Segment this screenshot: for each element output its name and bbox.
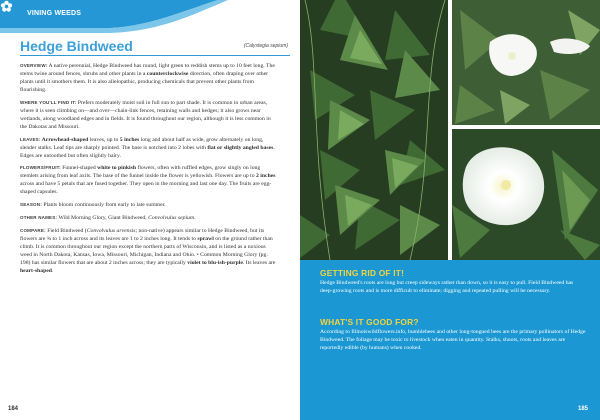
leaves-photo bbox=[300, 0, 448, 260]
page-title: Hedge Bindweed bbox=[20, 38, 133, 54]
section-header-band bbox=[0, 0, 300, 36]
leaves-paragraph: LEAVES: Arrowhead-shaped leaves, up to 5 inches long and about half as wide, grow alternately on long, slender stalks. Leaf tips are sharply pointed. The base is notched into 2 lobes with flat or slightly angled bases. Edges are untoothed but often slightly hairy. bbox=[20, 136, 275, 159]
overview-paragraph: OVERVIEW: A native perennial, Hedge Bindweed has round, light green to reddish stems up to 10 feet long. The stems twine around fences, shrubs and other plants in a counterclockwise direction, often draping over other plants until it smothers them. It is also allelopathic, producing chemicals that prevent other plants from flourishing. bbox=[20, 63, 275, 93]
other-names-paragraph: OTHER NAMES: Wild Morning Glory, Giant Bindweed, Convolvulus sepium. bbox=[20, 215, 196, 222]
page-number-left: 184 bbox=[8, 406, 19, 412]
section-label: VINING WEEDS bbox=[27, 10, 82, 17]
getting-rid-heading: GETTING RID OF IT! bbox=[320, 268, 405, 278]
where-found-paragraph: WHERE YOU'LL FIND IT: Prefers moderately moist soil in full sun to part shade. It is common in urban areas, where it is seen climbing on—and over—chain-link fences, retaining walls and hedges; it also grows near wetlands, along woodland edges and in fields. It is found throughout our region, although it is less common in the Dakotas and Missouri. bbox=[20, 99, 271, 130]
getting-rid-text: Hedge Bindweed's roots are long but creep sideways rather than down, so it is easy to pull. Field Bindweed has deep-growing roots and is more difficult to eliminate; digging and repeated pulling will be necessary. bbox=[320, 280, 574, 294]
flower-icon bbox=[0, 0, 13, 13]
flower-photo-bottom bbox=[452, 129, 600, 260]
bindweed-photo-collage bbox=[300, 0, 600, 260]
flowers-fruit-paragraph: FLOWERS/FRUIT: Funnel-shaped white to pinkish flowers, often with ruffled edges, grow singly on long stemlets arising from leaf axils. The base of the funnel inside the flower is yellowish. Flowers are up to 2 inches across and have 5 petals that are fused together. They open in the morning and last one day. The fruits are egg-shaped capsules. bbox=[20, 165, 276, 196]
compare-paragraph: COMPARE: Field Bindweed (Convolvulus arvensis; non-native) appears similar to Hedge Bindweed, but its flowers are ¾ to 1 inch across and its leaves are 1 to 2 inches long. It tends to sprawl on the ground rather than climb. It is common throughout our region except the northern parts of Wisconsin, and is listed as a noxious weed in North Dakota, Kansas, Iowa, Missouri, Michigan, Indiana and Ohio. • Common Morning Glory (pg. 198) has similar flowers that are about 2 inches across; they are typically violet to blu-ish-purple. Its leaves are heart-shaped. bbox=[20, 228, 276, 274]
latin-name: (Calystegia sepium) bbox=[243, 43, 288, 49]
season-paragraph: SEASON: Plants bloom continuously from early to late summer. bbox=[20, 202, 166, 209]
flower-photo-top bbox=[452, 0, 600, 125]
species-description bbox=[20, 62, 278, 280]
title-row bbox=[20, 38, 290, 56]
good-for-text: According to Illinoiswildflowers.info, bumblebees and other long-tongued bees are the primary pollinators of Hedge Bindweed. The foliage may be toxic to livestock when eaten in quantity. Stalks, shoots, roots and leaves are reportedly edible (by humans) when cooked. bbox=[320, 329, 586, 351]
good-for-heading: WHAT'S IT GOOD FOR? bbox=[320, 317, 419, 327]
info-panel bbox=[300, 260, 600, 420]
right-page bbox=[300, 0, 600, 420]
page-number-right: 185 bbox=[577, 406, 588, 412]
